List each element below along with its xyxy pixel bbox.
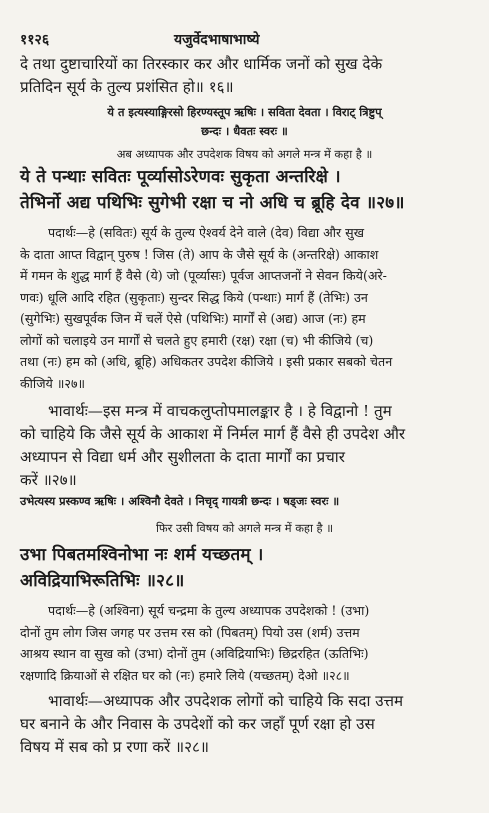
- page-number: ११२६: [20, 32, 50, 48]
- text-line: पदार्थः—हे (अश्विना) सूर्य चन्द्रमा के तुल्य अध्यापक उपदेशको ! (उभा): [48, 603, 370, 618]
- running-title: यजुर्वेदभाषाभाष्ये: [174, 32, 260, 48]
- mantra-intro-28: फिर उसी विषय को अगले मन्त्र में कहा है ॥: [155, 521, 334, 535]
- continuation-paragraph: [20, 53, 469, 99]
- text-line: ये त इत्यस्याङ्गिरसो हिरण्यस्तूप ऋषिः । सविता देवता । विराट् त्रिष्टुप्: [107, 105, 382, 119]
- padartha-27: [20, 222, 469, 394]
- text-line: दोनों तुम लोग जिस जगह पर उत्तम रस को (पिबतम्) पियो उस (शर्म) उत्तम: [20, 624, 360, 640]
- text-line: करें ॥२७॥: [20, 471, 77, 489]
- text-line: लोगों को चलाइये उन मार्गों से चलते हुए हमारी (रक्ष) रक्षा (च) भी कीजिये (च): [20, 332, 374, 348]
- bhavartha-27: [20, 400, 469, 492]
- text-line: णवः) धूलि आदि रहित (सुकृताः) सुन्दर सिद्ध किये (पन्थाः) मार्ग हैं (तेभिः) उन: [20, 289, 368, 305]
- text-line: के दाता आप्त विद्वान् पुरुष ! जिस (ते) आप के जैसे सूर्य के (अन्तरिक्षे) आकाश: [20, 246, 379, 262]
- text-line: रक्षणादि क्रियाओं से रक्षित घर को (नः) हमारे लिये (यच्छतम्) देओ ॥२८॥: [20, 667, 350, 683]
- text-line: (सुगेभिः) सुखपूर्वक जिन में चलें ऐसे (पथिभिः) मार्गों से (अद्य) आज (नः) हम: [20, 311, 366, 326]
- text-line: प्रतिदिन सूर्य के तुल्य प्रशंसित हो॥ १६॥: [20, 78, 234, 96]
- bhavartha-28: [20, 690, 469, 759]
- mantra-28: [20, 542, 469, 594]
- text-line: में गमन के शुद्ध मार्ग हैं वैसे (ये) जो (पूर्व्यासः) पूर्वज आप्तजनों ने सेवन किये(अरे-: [20, 268, 387, 283]
- padartha-28: [20, 600, 469, 686]
- mantra-line: तेभिर्नो अद्य पथिभिः सुगेभी रक्षा च नो अधि च ब्रूहि देव ॥२७॥: [20, 193, 405, 213]
- rishi-devata-line-27: [20, 103, 469, 141]
- mantra-27: [20, 164, 469, 216]
- text-line: पदार्थः—हे (सवितः) सूर्य के तुल्य ऐश्वर्य देने वाले (देव) विद्या और सुख: [48, 225, 364, 240]
- text-line: भावार्थः—इस मन्त्र में वाचकलुप्तोपमालङ्कार है । हे विद्वानो ! तुम: [48, 402, 392, 420]
- running-header: [20, 30, 469, 53]
- text-line: दे तथा दुष्टाचारियों का तिरस्कार कर और धार्मिक जनों को सुख देके: [20, 55, 383, 73]
- mantra-line: उभा पिबतमश्विनोभा नः शर्म यच्छतम् ।: [20, 545, 264, 565]
- text-line: विषय में सब को प्र रणा करें ॥२८॥: [20, 738, 210, 756]
- text-line: घर बनाने के और निवास के उपदेशों को कर जहाँ पूर्ण रक्षा हो उस: [20, 715, 375, 733]
- text-line: तथा (नः) हम को (अधि, ब्रूहि) अधिकतर उपदेश कीजिये । इसी प्रकार सबको चेतन: [20, 354, 393, 369]
- text-line: छन्दः । धैवतः स्वरः ॥: [201, 124, 288, 138]
- mantra-line: अविद्रियाभिरूतिभिः ॥२८॥: [20, 571, 185, 591]
- rishi-devata-line-28: उभेत्यस्य प्रस्कण्व ऋषिः । अश्विनौ देवते । निचृद् गायत्री छन्दः । षड्जः स्वरः ॥: [20, 494, 340, 508]
- mantra-intro-27: अब अध्यापक और उपदेशक विषय को अगले मन्त्र में कहा है ॥: [116, 147, 373, 161]
- text-line: भावार्थः—अध्यापक और उपदेशक लोगों को चाहिये कि सदा उत्तम: [48, 692, 404, 710]
- text-line: अध्यापन से विद्या धर्म और सुशीलता के दाता मार्गों का प्रचार: [20, 448, 345, 466]
- text-line: कीजिये ॥२७॥: [20, 375, 86, 391]
- mantra-line: ये ते पन्थाः सवितः पूर्व्यासोऽरेणवः सुकृता अन्तरिक्षे ।: [20, 167, 341, 187]
- text-line: आश्रय स्थान वा सुख को (उभा) दोनों तुम (अविद्रियाभिः) छिद्ररहित (ऊतिभिः): [20, 646, 369, 661]
- text-line: को चाहिये कि जैसे सूर्य के आकाश में निर्मल मार्ग हैं वैसे ही उपदेश और: [20, 425, 406, 443]
